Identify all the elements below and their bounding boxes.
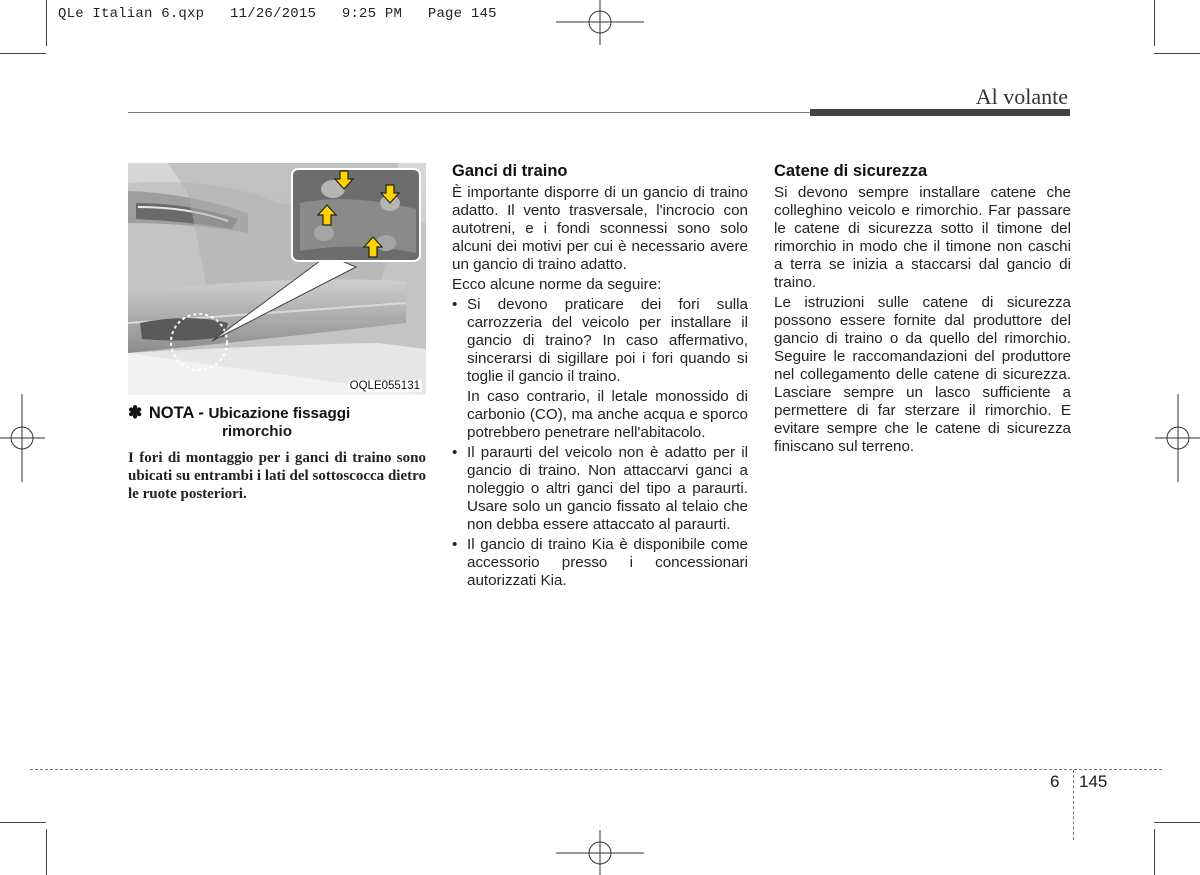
figure-code: OQLE055131	[349, 380, 420, 392]
note-title	[128, 404, 426, 423]
list-item	[452, 296, 748, 442]
tow-hook-figure	[128, 163, 426, 395]
note-subtitle-line1: Ubicazione fissaggi	[208, 405, 351, 422]
section-title: Al volante	[975, 84, 1068, 109]
safety-chains-section	[774, 162, 1071, 458]
note-box	[128, 404, 426, 503]
tow-hooks-rules-list	[452, 296, 748, 590]
list-item	[452, 536, 748, 590]
header-rule	[128, 112, 810, 113]
print-slug: QLe Italian 6.qxp 11/26/2015 9:25 PM Page 145	[58, 6, 497, 22]
safety-chains-heading: Catene di sicurezza	[774, 162, 928, 180]
tow-hooks-heading: Ganci di traino	[452, 162, 568, 180]
bullet-1-text: • Si devono praticare dei fori sulla carrozzeria del veicolo per installare il gancio di traino? In caso affermativo, sincerarsi di sigillare poi i fori quando si toglie il gancio il traino.	[467, 296, 748, 385]
page-number: 145	[1079, 772, 1108, 791]
tow-hooks-intro: È importante disporre di un gancio di traino adatto. Il vento trasversale, l'incrocio con autotreni, e i fondi sconnessi sono solo alcuni dei motivi per cui è necessario avere un gancio di traino adatto.	[452, 184, 748, 273]
safety-chains-p2: Le istruzioni sulle catene di sicurezza possono essere fornite dal produttore del gancio di traino o da quello del rimorchio. Seguire le raccomandazioni del produttore nel collegamento delle catene di sicurezza. Lasciare sempre un lasco sufficiente a permettere di far sterzare il rimorchio. E evitare sempre che le catene di sicurezza finiscano sul terreno.	[774, 294, 1071, 455]
safety-chains-p1: Si devono sempre installare catene che colleghino veicolo e rimorchio. Far passare le catene di sicurezza sotto il timone del rimorchio in modo che il timone non caschi a terra se inizia a staccarsi dal gancio di traino.	[774, 184, 1071, 291]
note-subtitle-line2: rimorchio	[222, 423, 293, 440]
tow-hooks-rules-intro: Ecco alcune norme da seguire:	[452, 276, 662, 293]
note-body: I fori di montaggio per i ganci di traino sono ubicati su entrambi i lati del sottoscocca dietro le ruote posteriori.	[128, 450, 426, 502]
note-label: NOTA -	[148, 404, 204, 422]
footer-divider	[1073, 770, 1074, 840]
tow-hooks-section	[452, 162, 748, 592]
footer-rule	[30, 769, 1162, 770]
bullet-2-text: • Il paraurti del veicolo non è adatto per il gancio di traino. Non attaccarvi ganci a noleggio o altri ganci del tipo a paraurti. Usare solo un gancio fissato al telaio che non debba essere attaccato al paraurti.	[467, 444, 748, 533]
chapter-number: 6	[1050, 772, 1060, 791]
car-rear-illustration	[128, 163, 426, 395]
bullet-1-continuation: In caso contrario, il letale monossido di carbonio (CO), ma anche acqua e sporco potrebbero penetrare nell'abitacolo.	[467, 388, 748, 441]
list-item	[452, 444, 748, 534]
bullet-3-text: • Il gancio di traino Kia è disponibile come accessorio presso i concessionari autorizzati Kia.	[467, 536, 748, 589]
header-rule-accent	[810, 109, 1070, 116]
note-star-icon: ✽	[128, 403, 143, 422]
